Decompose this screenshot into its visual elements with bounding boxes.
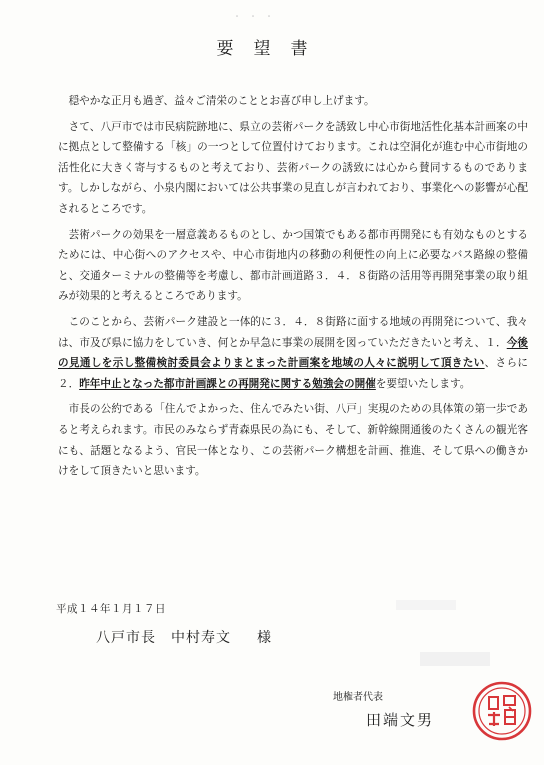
seal-glyph-stroke (505, 710, 515, 724)
representative-label: 地権者代表 (333, 692, 383, 703)
request-paragraph (58, 312, 528, 394)
representative-name: 田端文男 (366, 711, 435, 729)
document-body (58, 91, 528, 487)
request-connector-text: 、さらに２． (58, 357, 529, 390)
greeting-paragraph: 穏やかな正月も過ぎ、益々ご清栄のこととお喜び申し上げます。 (68, 95, 375, 107)
background-paragraph: さて、八戸市では市民病院跡地に、県立の芸術パークを誘致し中心市街地活性化基本計画案の中に拠点として整備する「核」の一つとして位置付けております。これは空洞化が進む中心市街地の活性化に大きく寄与するものと考えており、芸術パークの誘致には心から賛同するものであります。しかしながら、小泉内閣においては公共事業の見直しが言われており、事業化への影響が心配されるところです。 (58, 120, 528, 215)
addressee-name: 八戸市長 中村寿文 (96, 630, 231, 646)
request-item-2: 昨年中止となった都市計画課との再開発に関する勉強会の開催 (79, 377, 376, 390)
faded-margin-mark (420, 652, 490, 666)
seal-glyph-stroke (488, 712, 500, 726)
red-seal-stamp-icon (471, 680, 533, 742)
seal-glyph-block (504, 696, 515, 705)
seal-glyph-block (489, 697, 498, 709)
faded-header-mark: ・・・ (232, 12, 280, 23)
faded-margin-mark (396, 600, 456, 610)
addressee-honorific: 様 (257, 630, 272, 646)
request-intro-text: このことから、芸術パーク建設と一体的に３．４．８街路に面する地域の再開発について、我々は、市及び県に協力をしていき、何とか早急に事業の展開を図っていただきたいと考え、１． (58, 315, 528, 349)
seal-inner-ring (479, 688, 525, 734)
request-item-1: 今後の見通しを示し整備検討委員会よりまとまった計画案を地域の人々に説明して頂きたい (58, 336, 528, 370)
addressee (96, 627, 272, 647)
effect-paragraph: 芸術パークの効果を一層意義あるものとし、かつ国策でもある都市再開発にも有効なものとするためには、中心街へのアクセスや、中心市街地内の移動の利便性の向上に必要なバス路線の整備と、交通ターミナルの整備等を考慮し、都市計画道路３．４．８街路の活用等再開発事業の取り組みが効果的と考えるところであります。 (58, 228, 528, 303)
seal-outer-ring (474, 683, 530, 739)
document-date: 平成１４年１月１７日 (56, 603, 166, 615)
closing-paragraph: 市長の公約である「住んでよかった、住んでみたい街、八戸」実現のための具体策の第一歩であると考えられます。市民のみならず青森県民の為にも、そして、新幹線開通後のたくさんの観光客にも、話題となるよう、官民一体となり、この芸術パーク構想を計画、推進、そして県への働きかけをして頂きたいと思います。 (58, 403, 528, 478)
request-closing-text: を要望いたします。 (375, 377, 471, 390)
document-title: 要望書 (216, 39, 328, 59)
